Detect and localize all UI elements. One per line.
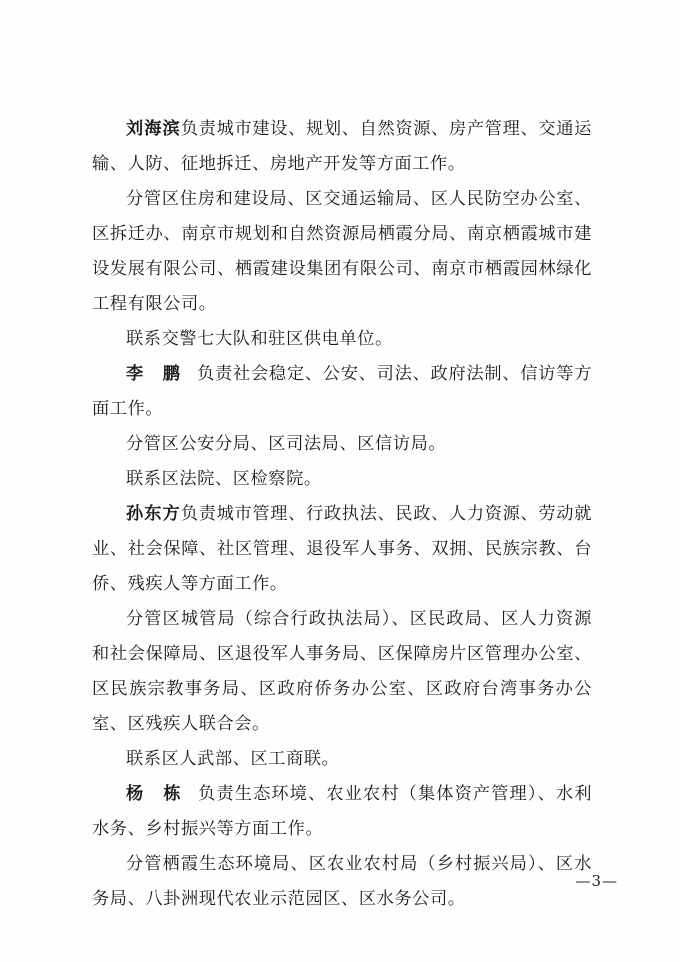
paragraph <box>92 322 592 357</box>
official-name: 杨 栋 <box>126 784 183 804</box>
document-body <box>92 112 592 917</box>
paragraph-text: 分管区城管局（综合行政执法局）、区民政局、区人力资源和社会保障局、区退役军人事务局、区保障房片区管理办公室、区民族宗教事务局、区政府侨务办公室、区政府台湾事务办公室、区残疾人联合会。 <box>92 609 592 734</box>
official-name: 孙东方 <box>126 504 181 524</box>
official-name: 刘海滨 <box>126 119 181 139</box>
paragraph-text: 负责社会稳定、公安、司法、政府法制、信访等方面工作。 <box>92 364 592 419</box>
paragraph <box>92 427 592 462</box>
paragraph <box>92 602 592 742</box>
page-number: —3— <box>575 872 618 890</box>
paragraph <box>92 462 592 497</box>
official-name: 李 鹏 <box>126 364 182 384</box>
paragraph <box>92 182 592 322</box>
paragraph <box>92 497 592 602</box>
paragraph-text: 负责城市建设、规划、自然资源、房产管理、交通运输、人防、征地拆迁、房地产开发等方面工作。 <box>92 119 592 174</box>
paragraph-text: 分管栖霞生态环境局、区农业农村局（乡村振兴局）、区水务局、八卦洲现代农业示范园区、区水务公司。 <box>92 854 592 909</box>
paragraph <box>92 742 592 777</box>
paragraph-text: 负责生态环境、农业农村（集体资产管理）、水利水务、乡村振兴等方面工作。 <box>92 784 592 839</box>
paragraph <box>92 112 592 182</box>
paragraph-text: 联系区人武部、区工商联。 <box>126 749 340 769</box>
paragraph-text: 分管区公安分局、区司法局、区信访局。 <box>126 434 447 454</box>
paragraph-text: 联系交警七大队和驻区供电单位。 <box>126 329 393 349</box>
paragraph <box>92 357 592 427</box>
paragraph-text: 联系区法院、区检察院。 <box>126 469 322 489</box>
paragraph-text: 分管区住房和建设局、区交通运输局、区人民防空办公室、区拆迁办、南京市规划和自然资源局栖霞分局、南京栖霞城市建设发展有限公司、栖霞建设集团有限公司、南京市栖霞园林绿化工程有限公司。 <box>92 189 592 314</box>
paragraph-text: 负责城市管理、行政执法、民政、人力资源、劳动就业、社会保障、社区管理、退役军人事务、双拥、民族宗教、台侨、残疾人等方面工作。 <box>92 504 592 594</box>
paragraph <box>92 777 592 847</box>
paragraph <box>92 847 592 917</box>
